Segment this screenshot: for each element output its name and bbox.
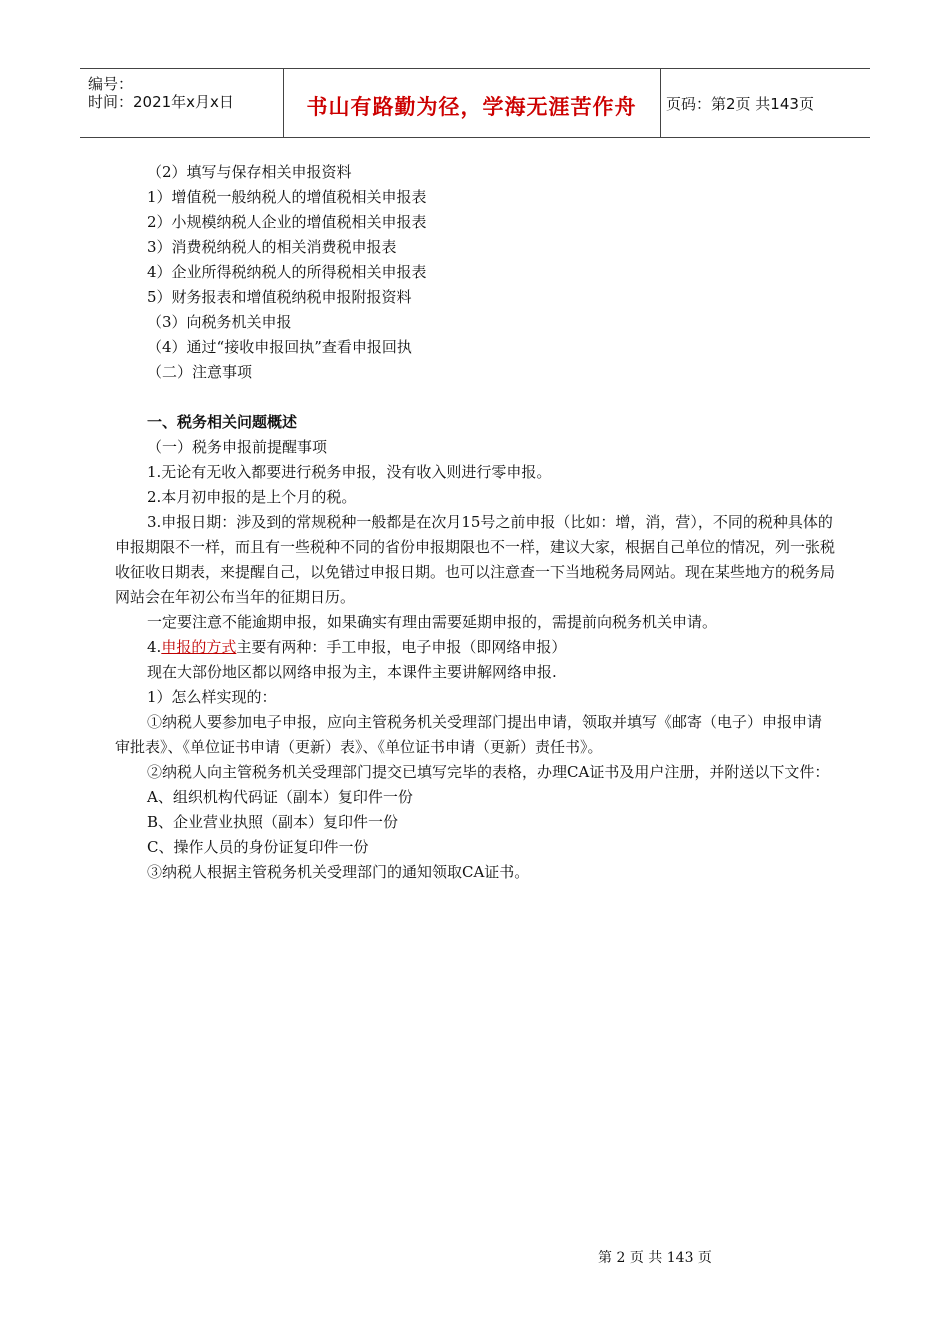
header-slogan: 书山有路勤为径，学海无涯苦作舟 <box>306 95 637 119</box>
filing-method-link[interactable]: 申报的方式 <box>161 638 237 656</box>
paragraph: 现在大部份地区都以网络申报为主，本课件主要讲解网络申报. <box>147 663 557 681</box>
header-left-cell <box>80 69 284 137</box>
paragraph: （4）通过“接收申报回执”查看申报回执 <box>147 338 412 356</box>
paragraph: ②纳税人向主管税务机关受理部门提交已填写完毕的表格，办理CA证书及用户注册，并附送以下文件： <box>147 763 830 781</box>
paragraph: 2.本月初申报的是上个月的税。 <box>147 488 357 506</box>
section-heading: 一、税务相关问题概述 <box>147 413 298 431</box>
paragraph: A、组织机构代码证（副本）复印件一份 <box>147 788 413 806</box>
header-page-code: 页码：第2页 共143页 <box>666 95 814 113</box>
paragraph <box>115 635 835 660</box>
paragraph: （一）税务申报前提醒事项 <box>147 438 328 456</box>
number-label: 编号： <box>88 75 134 93</box>
paragraph: 2）小规模纳税人企业的增值税相关申报表 <box>147 213 427 231</box>
paragraph: 4）企业所得税纳税人的所得税相关申报表 <box>147 263 427 281</box>
paragraph: 1）增值税一般纳税人的增值税相关申报表 <box>147 188 427 206</box>
paragraph: 1.无论有无收入都要进行税务申报，没有收入则进行零申报。 <box>147 463 552 481</box>
page-footer <box>0 1247 950 1267</box>
paragraph-gap <box>115 385 835 410</box>
paragraph: ①纳税人要参加电子申报，应向主管税务机关受理部门提出申请，领取并填写《邮寄（电子）申报申请审批表》、《单位证书申请（更新）表》、《单位证书申请（更新）责任书》。 <box>115 713 823 756</box>
paragraph: ③纳税人根据主管税务机关受理部门的通知领取CA证书。 <box>147 863 530 881</box>
paragraph: （二）注意事项 <box>147 363 253 381</box>
paragraph: 1）怎么样实现的： <box>147 688 277 706</box>
paragraph: 5）财务报表和增值税纳税申报附报资料 <box>147 288 412 306</box>
paragraph: 3）消费税纳税人的相关消费税申报表 <box>147 238 397 256</box>
time-label: 时间：2021年x月x日 <box>88 93 234 111</box>
paragraph: C、操作人员的身份证复印件一份 <box>147 838 369 856</box>
paragraph-prefix: 4. <box>147 638 162 656</box>
footer-page-number: 第 2 页 共 143 页 <box>598 1250 712 1266</box>
page-header <box>80 68 870 138</box>
paragraph: （3）向税务机关申报 <box>147 313 292 331</box>
document-body <box>115 160 835 885</box>
paragraph: 3.申报日期：涉及到的常规税种一般都是在次月15号之前申报（比如：增，消，营），不同的税种具体的申报期限不一样，而且有一些税种不同的省份申报期限也不一样，建议大家，根据自己单位的情况，列一张税收征收日期表，来提醒自己，以免错过申报日期。也可以注意查一下当地税务局网站。现在某些地方的税务局网站会在年初公布当年的征期日历。 <box>115 513 836 606</box>
paragraph: B、企业营业执照（副本）复印件一份 <box>147 813 399 831</box>
header-right-cell <box>660 69 870 137</box>
header-middle-cell <box>283 69 661 137</box>
paragraph-suffix: 主要有两种：手工申报，电子申报（即网络申报） <box>236 638 567 656</box>
paragraph: （2）填写与保存相关申报资料 <box>147 163 352 181</box>
paragraph: 一定要注意不能逾期申报，如果确实有理由需要延期申报的，需提前向税务机关申请。 <box>147 613 718 631</box>
